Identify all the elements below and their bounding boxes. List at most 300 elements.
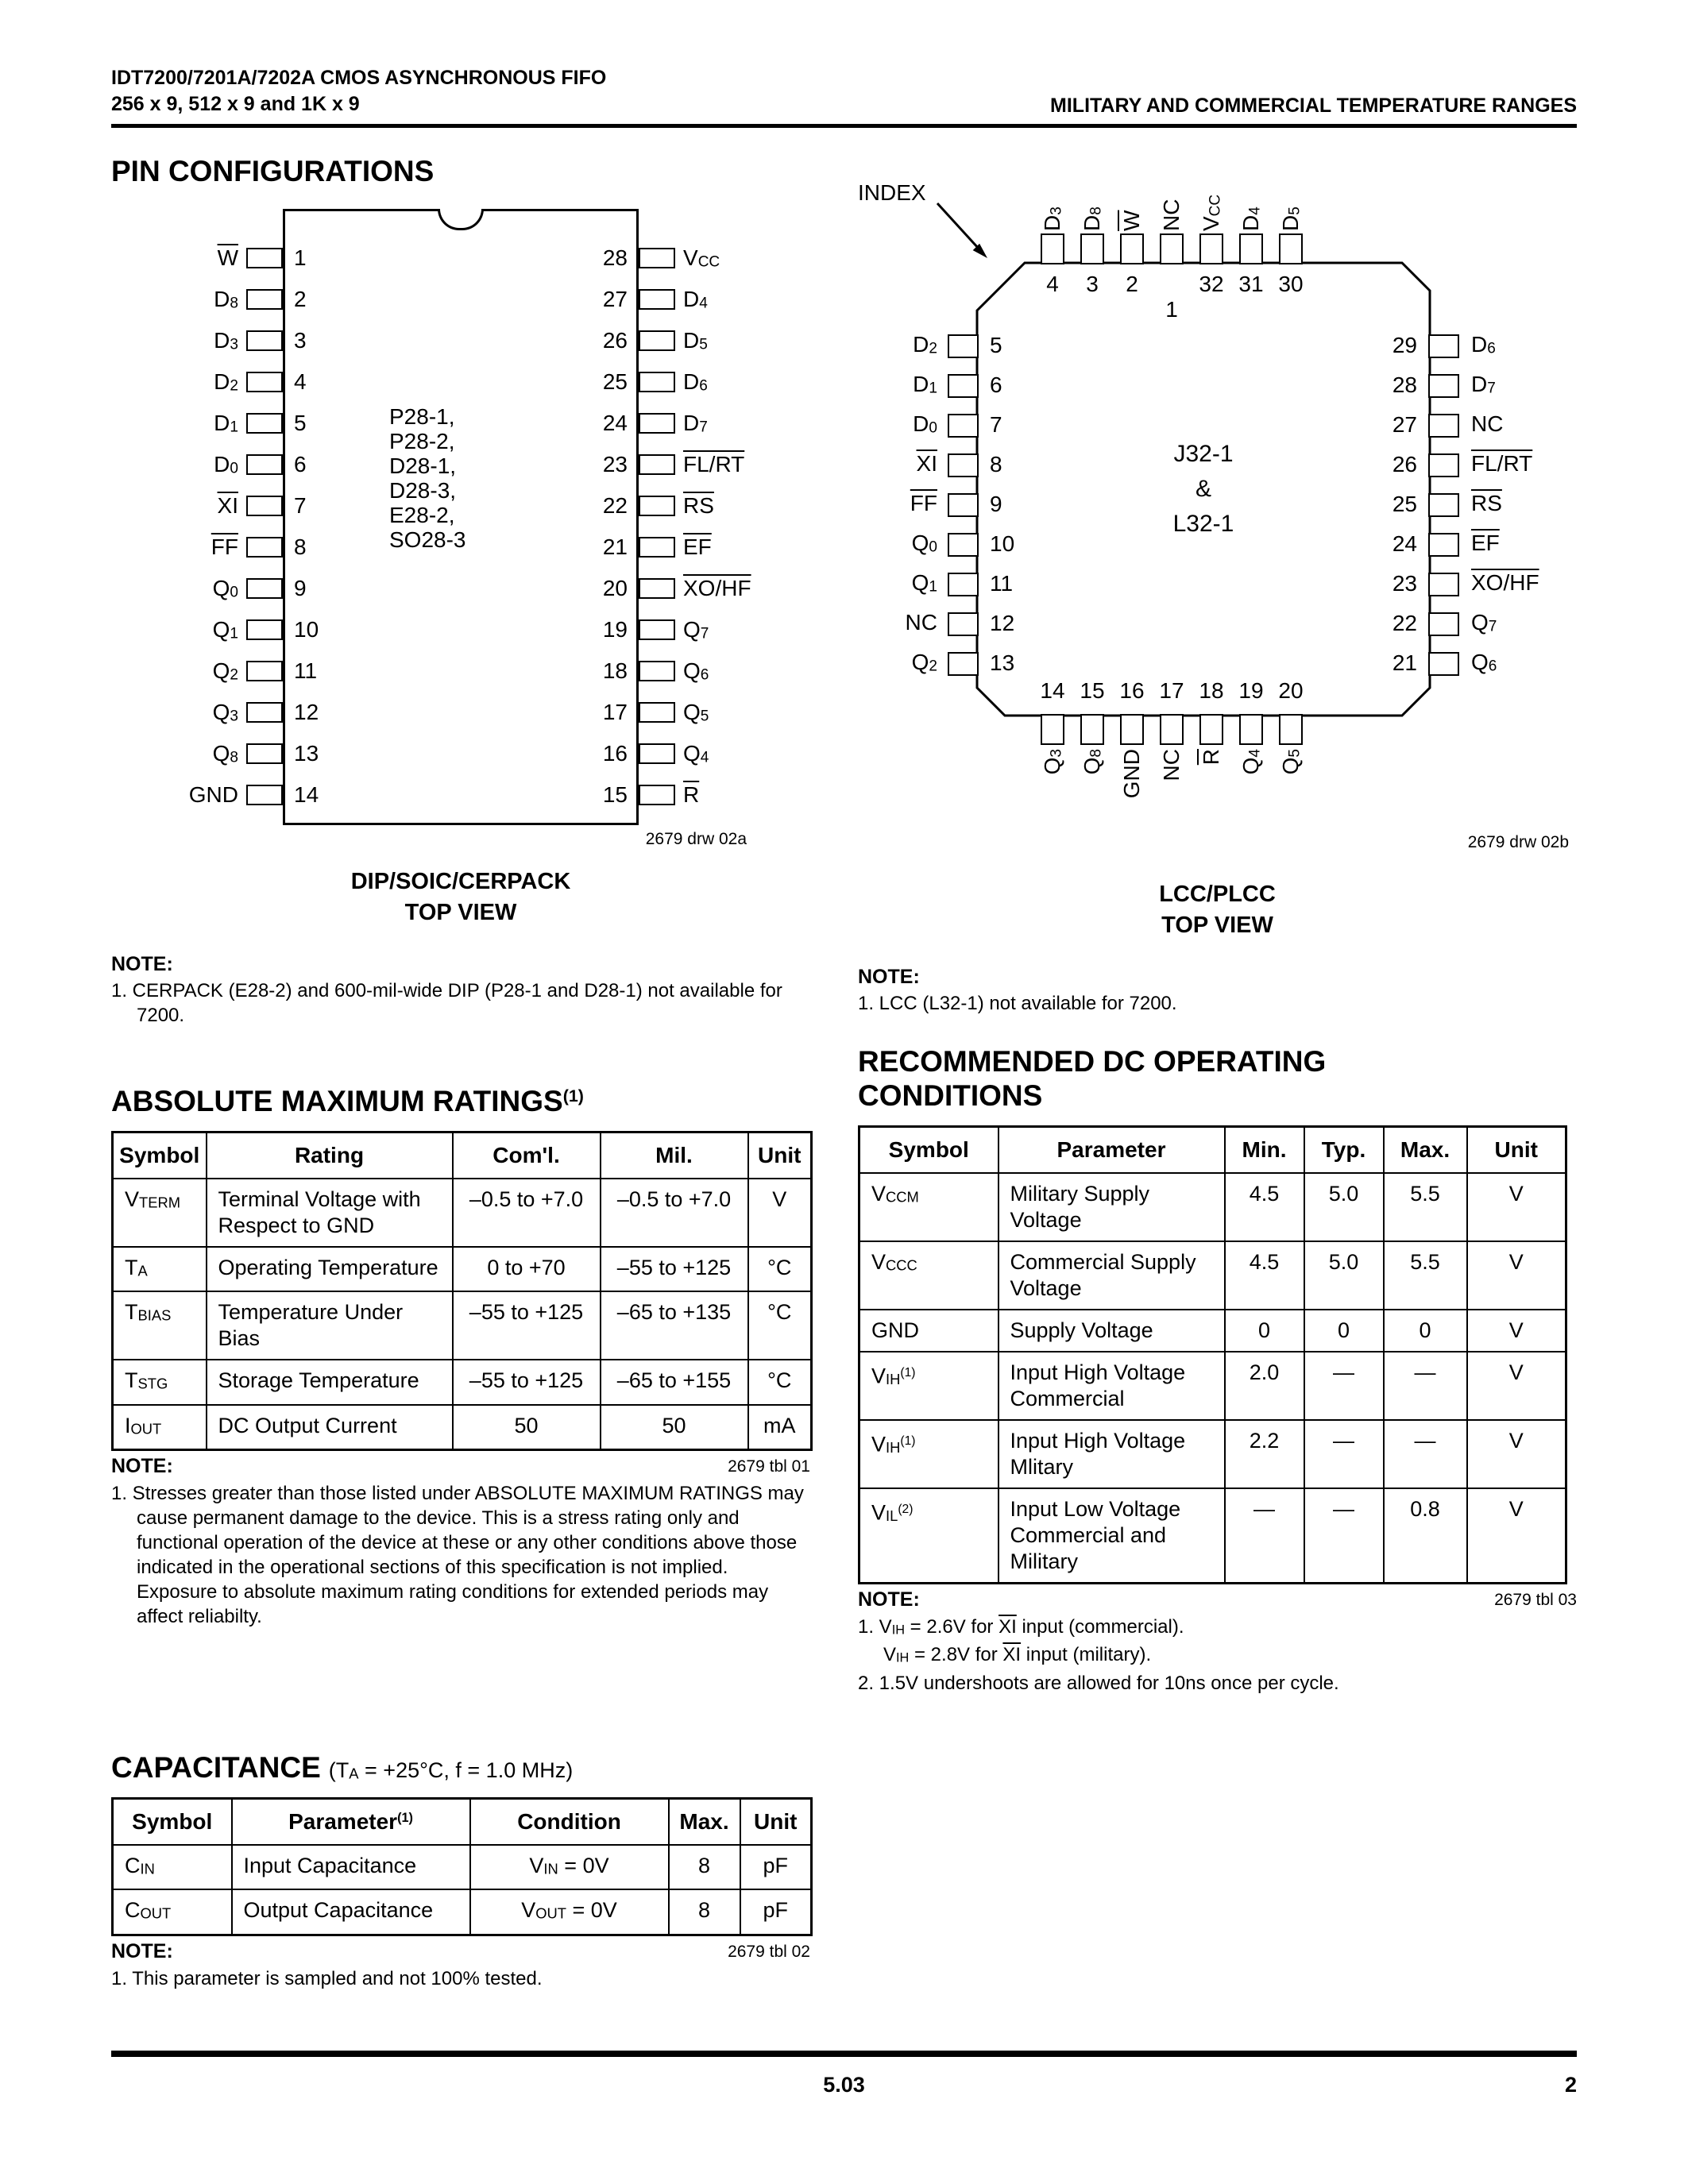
pin-label: $\overline{FF}$ (211, 534, 238, 559)
pin-label: Q6 (1471, 650, 1497, 675)
pin-box (639, 661, 675, 681)
pin-label: D5 (683, 327, 708, 353)
table-row (113, 1889, 812, 1935)
lcc-caption (858, 879, 1577, 941)
pin-label: Q4 (1238, 749, 1264, 775)
abs-note-lines (111, 1481, 810, 1629)
lcc-package-codes (977, 263, 1430, 716)
note-line: 1. This parameter is sampled and not 100% tested. (111, 1967, 543, 1989)
dc-conditions-title: RECOMMENDED DC OPERATING CONDITIONS (858, 1045, 1327, 1112)
pin-number: 17 (602, 700, 628, 724)
table-cell: –0.5 to +7.0 (453, 1179, 601, 1247)
pin-label: D6 (1471, 332, 1496, 357)
pin-number: 2 (294, 287, 307, 311)
pin-box (948, 453, 979, 477)
lcc-note-lines (858, 991, 1577, 1016)
pin-box (246, 372, 283, 392)
pin-box (639, 785, 675, 805)
table-row (859, 1310, 1566, 1352)
pin-label: D3 (1040, 206, 1065, 231)
column-header: Mil. (601, 1133, 748, 1179)
table-cell: 5.5 (1384, 1173, 1467, 1241)
pin-number: 29 (1392, 333, 1417, 357)
pin-box (1160, 233, 1184, 264)
table-cell: Storage Temperature (207, 1360, 453, 1404)
pin-number: 26 (602, 328, 628, 353)
pin-number: 3 (1086, 272, 1099, 296)
pin-box (246, 702, 283, 723)
pin-number: 4 (1046, 272, 1059, 296)
pin-label: D8 (1080, 206, 1105, 231)
table-cell: °C (748, 1291, 812, 1360)
pin-number: 27 (1392, 412, 1417, 437)
pin-box (639, 537, 675, 558)
pin-label: Q0 (212, 575, 238, 601)
table-cell: — (1304, 1420, 1384, 1488)
table-cell: 0 to +70 (453, 1247, 601, 1291)
pin-number: 2 (1126, 272, 1138, 296)
pin-number: 16 (602, 741, 628, 766)
pin-label: D0 (913, 411, 937, 437)
pin-label: FL/RT (683, 452, 745, 477)
table-cell: DC Output Current (207, 1405, 453, 1450)
pin-number: 9 (294, 576, 307, 600)
table-cell: Commercial Supply Voltage (999, 1241, 1225, 1310)
pin-number: 15 (1080, 678, 1105, 703)
column-header: Parameter$^{(1)}$ (232, 1798, 470, 1845)
pin-label: VCC (683, 245, 720, 271)
pin-number: 18 (1199, 678, 1224, 703)
pin-number: 10 (294, 617, 319, 642)
pin-number: 23 (1392, 571, 1417, 596)
pin-label: NC (905, 610, 937, 635)
pin-box (1428, 612, 1459, 636)
pin-label: D8 (214, 286, 238, 312)
pin-box (1199, 233, 1223, 264)
pin-number: 12 (990, 611, 1015, 635)
pin-label: FL/RT (1471, 451, 1533, 476)
pin-number: 22 (602, 493, 628, 518)
table-cell: — (1384, 1420, 1467, 1488)
table-cell: TSTG (113, 1360, 207, 1404)
capacitance-conditions: (TA = +25°C, f = 1.0 MHz) (328, 1758, 574, 1782)
cap-table-ref: 2679 tbl 02 (728, 1942, 810, 1961)
table-cell: V (1467, 1241, 1566, 1310)
pin-box (948, 612, 979, 636)
lcc-caption-line2: TOP VIEW (1161, 913, 1273, 938)
dip-pin-row (151, 733, 771, 774)
pin-label: D1 (913, 372, 937, 397)
pin-label: Q1 (911, 570, 937, 596)
table-cell: IOUT (113, 1405, 207, 1450)
pin-number: 15 (602, 782, 628, 807)
note-line: 2. 1.5V undershoots are allowed for 10ns once per cycle. (858, 1672, 1339, 1694)
pin-label: Q5 (683, 699, 709, 725)
dip-pin-row (151, 774, 771, 816)
pin-box (948, 334, 979, 358)
pin-box (639, 289, 675, 310)
dip-pin-row (151, 237, 771, 279)
pin-box (639, 330, 675, 351)
package-code-line: J32-1 (1173, 441, 1234, 467)
pin-box (246, 785, 283, 805)
pin-box (639, 248, 675, 268)
table-header-row (859, 1127, 1566, 1174)
note-title: NOTE: (858, 1588, 920, 1611)
pin-box (1199, 714, 1223, 745)
pin-config-title: PIN CONFIGURATIONS (111, 155, 435, 187)
pin-box (1279, 233, 1303, 264)
table-cell: TBIAS (113, 1291, 207, 1360)
note-title: NOTE: (111, 1939, 173, 1962)
table-row (859, 1420, 1566, 1488)
pin-box (1239, 714, 1263, 745)
pin-number: 32 (1199, 272, 1224, 296)
pin-box (639, 454, 675, 475)
column-header: Unit (1467, 1127, 1566, 1174)
pin-box (1428, 652, 1459, 676)
package-code-line: P28-1, (389, 404, 455, 429)
pin-box (1080, 714, 1104, 745)
table-cell: –65 to +155 (601, 1360, 748, 1404)
pin-number: 28 (1392, 372, 1417, 397)
column-header: Max. (1384, 1127, 1467, 1174)
doc-subtitle: 256 x 9, 512 x 9 and 1K x 9 (111, 93, 360, 115)
pin-label: Q2 (911, 650, 937, 675)
pin-label: $\overline{RS}$ (683, 493, 714, 518)
pin-label: $\overline{R}$ (683, 782, 700, 807)
column-header: Symbol (113, 1133, 207, 1179)
pin-number: 8 (294, 534, 307, 559)
pin-number: 31 (1238, 272, 1264, 296)
pin-label: Q5 (1278, 749, 1304, 775)
pin-number: 19 (602, 617, 628, 642)
pin-box (246, 454, 283, 475)
pin-label: D1 (214, 410, 238, 436)
pin-box (948, 493, 979, 517)
ratings-section (111, 1045, 1577, 1696)
package-code-line: D28-1, (389, 453, 457, 478)
table-cell: Military Supply Voltage (999, 1173, 1225, 1241)
note-line: 1. VIH = 2.6V for $\overline{XI}$ input (commercial). (858, 1616, 1184, 1638)
pin-number: 8 (990, 452, 1002, 477)
pin-box (948, 573, 979, 596)
abs-max-table-ref: 2679 tbl 01 (728, 1457, 810, 1476)
doc-title-block (111, 65, 606, 118)
table-row (113, 1179, 812, 1247)
cap-table (111, 1797, 813, 1936)
pin-box (1279, 714, 1303, 745)
table-cell: VCCM (859, 1173, 999, 1241)
table-cell: 4.5 (1225, 1173, 1304, 1241)
table-cell: Supply Voltage (999, 1310, 1225, 1352)
table-cell: — (1384, 1352, 1467, 1420)
pin-box (639, 372, 675, 392)
pin-label: XO/HF (683, 576, 751, 600)
table-header-row (113, 1798, 812, 1845)
table-cell: 50 (453, 1405, 601, 1450)
abs-max-column (111, 1045, 810, 1696)
pin-label: NC (1471, 411, 1504, 436)
pin-box (639, 413, 675, 434)
pin-label: D7 (683, 410, 708, 436)
pin-box (1120, 233, 1144, 264)
pin-label: D6 (683, 369, 708, 395)
table-cell: — (1225, 1488, 1304, 1584)
column-header: Min. (1225, 1127, 1304, 1174)
pin-number: 28 (602, 245, 628, 270)
pin-box (1428, 533, 1459, 557)
table-cell: Input High Voltage Mlitary (999, 1420, 1225, 1488)
pin-box (246, 248, 283, 268)
dip-column (111, 155, 810, 1028)
pin-label: D7 (1471, 372, 1496, 397)
pin-label: $\overline{FF}$ (910, 491, 937, 515)
dip-caption (111, 866, 810, 928)
pin-box (639, 578, 675, 599)
abs-max-table (111, 1131, 813, 1451)
table-cell: 0.8 (1384, 1488, 1467, 1584)
pin-box (639, 743, 675, 764)
table-cell: 8 (669, 1889, 740, 1935)
dc-note-lines (858, 1615, 1577, 1696)
pin-label: D4 (683, 286, 708, 312)
column-header: Com'l. (453, 1133, 601, 1179)
table-cell: VCCC (859, 1241, 999, 1310)
pin-number: 26 (1392, 452, 1417, 477)
table-cell: –55 to +125 (601, 1247, 748, 1291)
dip-drawing-ref: 2679 drw 02a (645, 830, 747, 848)
column-header: Symbol (859, 1127, 999, 1174)
table-cell: COUT (113, 1889, 232, 1935)
table-cell: — (1304, 1488, 1384, 1584)
note-line: 1. LCC (L32-1) not available for 7200. (858, 993, 1177, 1014)
table-cell: Temperature Under Bias (207, 1291, 453, 1360)
dip-pin-row (151, 568, 771, 609)
table-cell: — (1304, 1352, 1384, 1420)
table-cell: 0 (1304, 1310, 1384, 1352)
pin-box (1120, 714, 1144, 745)
table-cell: Operating Temperature (207, 1247, 453, 1291)
table-cell: Input Low Voltage Commercial and Military (999, 1488, 1225, 1584)
package-code-line: D28-3, (389, 478, 457, 503)
dc-table-foot (858, 1588, 1577, 1611)
pin-number: 27 (602, 287, 628, 311)
table-row (859, 1488, 1566, 1584)
index-label: INDEX (858, 180, 926, 205)
pin-label: D0 (214, 451, 238, 477)
pin-box (1160, 714, 1184, 745)
dip-diagram (151, 204, 771, 848)
pin-number: 1 (294, 245, 307, 270)
table-row (859, 1241, 1566, 1310)
abs-max-title-sup: (1) (562, 1086, 584, 1106)
dip-note (111, 952, 810, 1028)
pin-label: Q2 (212, 658, 238, 684)
table-cell: VIH$^{(1)}$ (859, 1352, 999, 1420)
capacitance-title (111, 1751, 810, 1785)
pin-box (246, 289, 283, 310)
table-cell: –55 to +125 (453, 1360, 601, 1404)
table-cell: V (1467, 1488, 1566, 1584)
pin-box (246, 743, 283, 764)
pin-label: GND (1119, 749, 1144, 799)
dip-pin-row (151, 279, 771, 320)
table-cell: °C (748, 1360, 812, 1404)
header-rule (111, 124, 1577, 128)
pin-box (948, 652, 979, 676)
dip-note-lines (111, 978, 810, 1028)
abs-max-title-text: ABSOLUTE MAXIMUM RATINGS (111, 1085, 563, 1117)
table-cell: –0.5 to +7.0 (601, 1179, 748, 1247)
pin-number: 13 (294, 741, 319, 766)
column-header: Rating (207, 1133, 453, 1179)
pin-label: Q8 (212, 740, 238, 766)
table-cell: 50 (601, 1405, 748, 1450)
table-row (113, 1247, 812, 1291)
pin-label: Q8 (1080, 749, 1105, 775)
pin-label: $\overline{W}$ (217, 245, 238, 270)
footer-section-number: 5.03 (823, 2073, 865, 2097)
index-arrow (937, 203, 979, 249)
table-cell: V (1467, 1310, 1566, 1352)
pin-number: 18 (602, 658, 628, 683)
pin-box (1239, 233, 1263, 264)
abs-max-title (111, 1085, 810, 1118)
pin-box (246, 496, 283, 516)
dip-pin-row (151, 650, 771, 692)
pin-number: 6 (294, 452, 307, 477)
table-cell: 5.5 (1384, 1241, 1467, 1310)
pin-label: $\overline{XI}$ (916, 451, 937, 476)
pin-box (1041, 233, 1064, 264)
column-header: Condition (470, 1798, 669, 1845)
table-row (113, 1405, 812, 1450)
lcc-caption-line1: LCC/PLCC (1159, 882, 1276, 907)
pin-number: 16 (1119, 678, 1145, 703)
pin-label: $\overline{W}$ (1119, 210, 1144, 231)
note-line: VIH = 2.8V for $\overline{XI}$ input (military). (883, 1644, 1152, 1666)
table-cell: VIL$^{(2)}$ (859, 1488, 999, 1584)
abs-max-table-foot (111, 1455, 810, 1478)
table-cell: °C (748, 1247, 812, 1291)
capacitance-title-text: CAPACITANCE (111, 1750, 321, 1784)
dip-caption-line2: TOP VIEW (404, 900, 517, 925)
pin-label: D4 (1238, 206, 1264, 231)
dip-pin-row (151, 320, 771, 361)
pin-label: GND (188, 782, 238, 807)
table-cell: Terminal Voltage with Respect to GND (207, 1179, 453, 1247)
pin-box (1041, 714, 1064, 745)
pin-number: 23 (602, 452, 628, 477)
note-title: NOTE: (111, 1455, 173, 1478)
pin-box (1428, 374, 1459, 398)
pin-number: 20 (602, 576, 628, 600)
table-row (859, 1352, 1566, 1420)
table-cell: Input High Voltage Commercial (999, 1352, 1225, 1420)
table-cell: V (748, 1179, 812, 1247)
footer-rule (111, 2051, 1577, 2057)
dip-caption-line1: DIP/SOIC/CERPACK (350, 869, 571, 894)
table-cell: 0 (1225, 1310, 1304, 1352)
pin-box (246, 578, 283, 599)
lcc-diagram (858, 160, 1577, 866)
pin-label: NC (1159, 199, 1184, 231)
pin-label: VCC (1199, 194, 1224, 231)
page-header (111, 65, 1577, 118)
pin-number: 19 (1238, 678, 1264, 703)
pin-number: 11 (990, 571, 1014, 596)
pin-box (1428, 414, 1459, 438)
pin-label: Q6 (683, 658, 709, 684)
package-code-line: & (1195, 476, 1211, 502)
pin-box (1428, 334, 1459, 358)
pin-box (246, 619, 283, 640)
pin-label: $\overline{XI}$ (217, 493, 238, 518)
pin-label: D5 (1278, 206, 1304, 231)
table-cell: VTERM (113, 1179, 207, 1247)
pin-number: 11 (294, 658, 318, 683)
pin-number: 12 (294, 700, 319, 724)
package-code-line: SO28-3 (389, 527, 466, 552)
pin-number: 5 (294, 411, 307, 435)
table-cell: V (1467, 1420, 1566, 1488)
pin-box (639, 619, 675, 640)
pin-number: 17 (1159, 678, 1184, 703)
dip-pin-row (151, 609, 771, 650)
table-cell: Output Capacitance (232, 1889, 470, 1935)
pin-number: 6 (990, 372, 1002, 397)
pin-label: NC (1159, 749, 1184, 781)
pin-box (948, 414, 979, 438)
cap-table-foot (111, 1940, 810, 1963)
dip-package-codes (389, 404, 466, 552)
column-header: Unit (740, 1798, 812, 1845)
dc-table-ref: 2679 tbl 03 (1494, 1591, 1577, 1610)
lcc-note (858, 965, 1577, 1016)
pin-box (1080, 233, 1104, 264)
pin-box (246, 537, 283, 558)
column-header: Parameter (999, 1127, 1225, 1174)
pin-box (948, 374, 979, 398)
package-code-line: E28-2, (389, 503, 455, 527)
pin-number: 1 (1165, 297, 1178, 322)
pin-label: D2 (913, 332, 937, 357)
table-cell: 2.0 (1225, 1352, 1304, 1420)
table-cell: –55 to +125 (453, 1291, 601, 1360)
pin-box (246, 413, 283, 434)
note-line: 1. Stresses greater than those listed under ABSOLUTE MAXIMUM RATINGS may cause permanent damage to the device. This is a stress rating only and functional operation of the device at these or any other conditions above those indicated in the operational sections of this specification is not implied. Exposure to absolute maximum rating conditions for extended periods may affect reliabilty. (111, 1483, 804, 1628)
package-code-line: P28-2, (389, 429, 455, 453)
pin-number: 10 (990, 531, 1015, 556)
note-line: 1. CERPACK (E28-2) and 600-mil-wide DIP (P28-1 and D28-1) not available for 7200. (111, 980, 782, 1026)
table-row (113, 1360, 812, 1404)
pin-number: 21 (602, 534, 628, 559)
pin-number: 14 (294, 782, 319, 807)
pin-box (246, 330, 283, 351)
table-cell: VOUT = 0V (470, 1889, 669, 1935)
pin-label: Q7 (1471, 610, 1497, 635)
package-code-line: L32-1 (1172, 511, 1234, 537)
lcc-drawing-ref: 2679 drw 02b (1467, 833, 1569, 851)
table-cell: mA (748, 1405, 812, 1450)
pin-number: 7 (294, 493, 307, 518)
column-header: Max. (669, 1798, 740, 1845)
note-title: NOTE: (111, 953, 173, 975)
dip-pin-row (151, 692, 771, 733)
dc-table (858, 1125, 1567, 1584)
pin-number: 24 (602, 411, 628, 435)
